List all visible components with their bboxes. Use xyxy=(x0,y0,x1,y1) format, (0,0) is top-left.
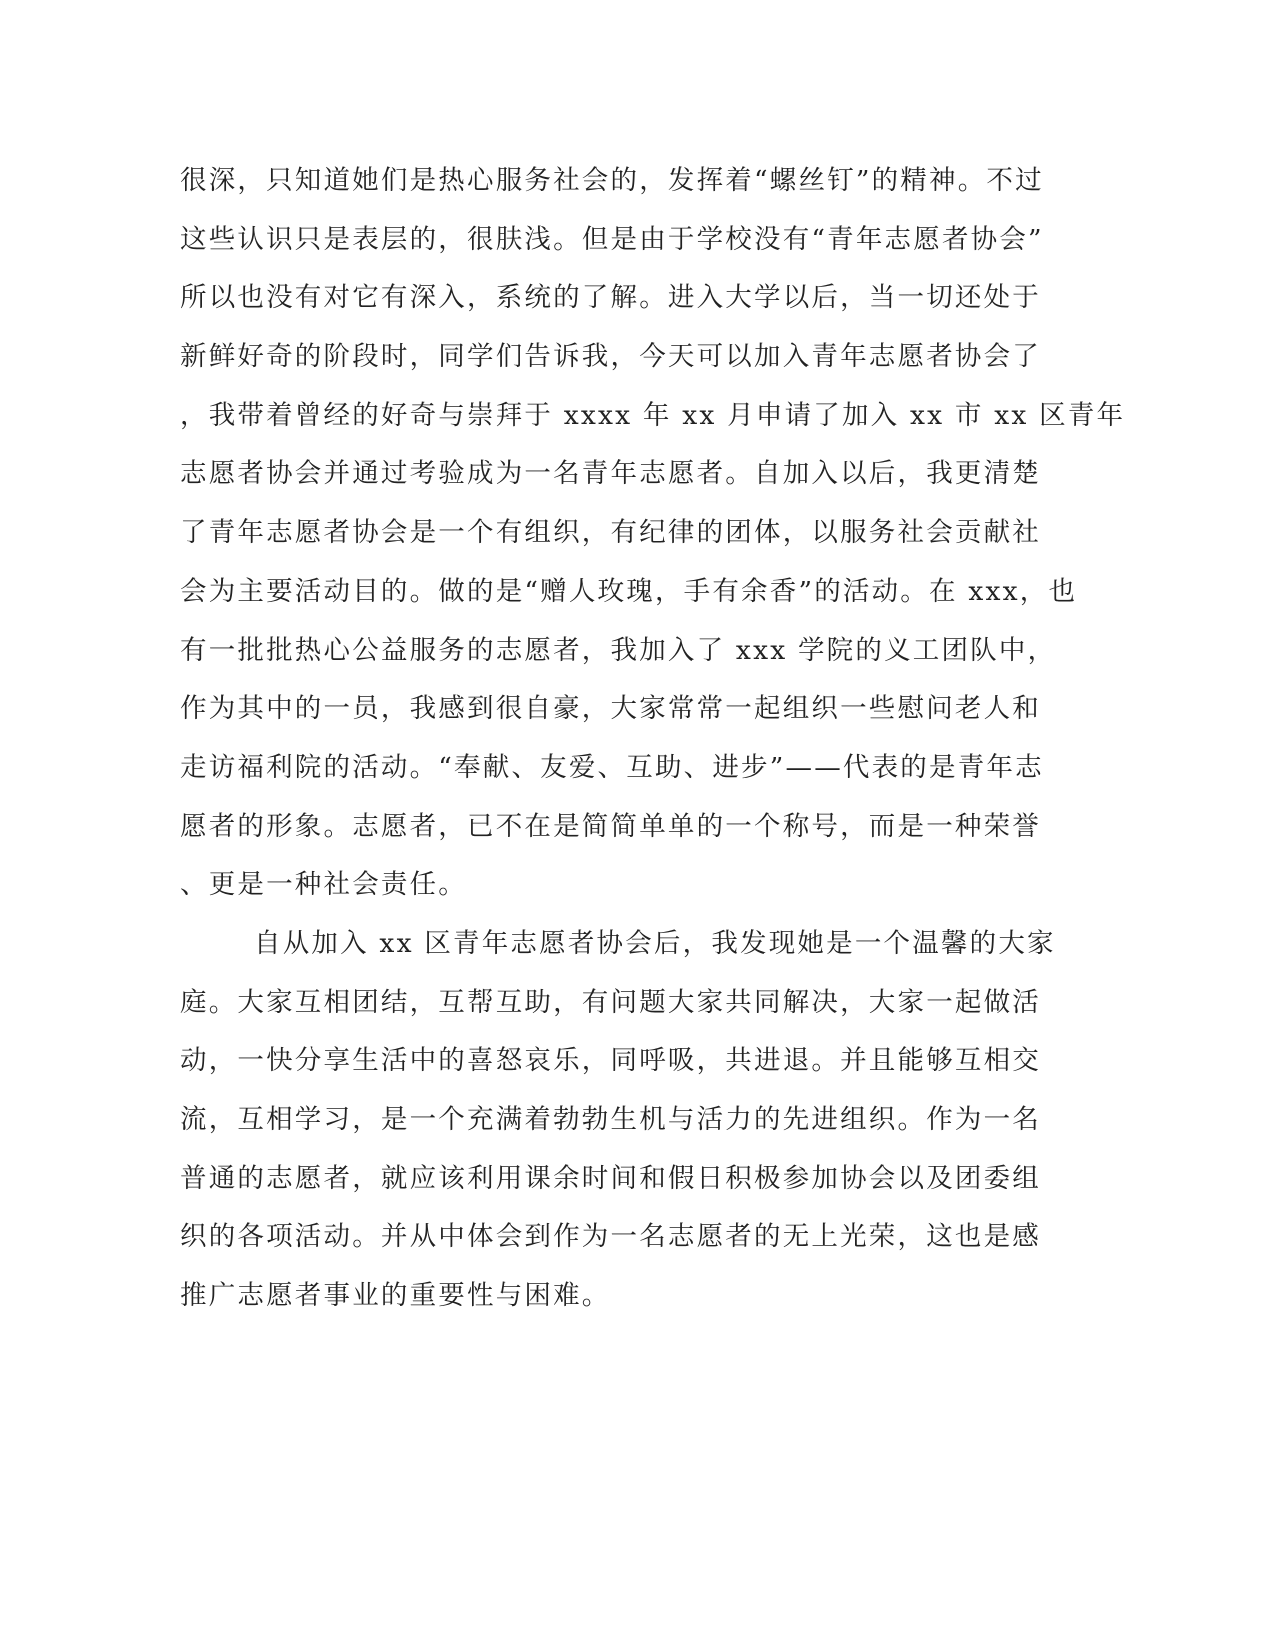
text-line: 有一批批热心公益服务的志愿者，我加入了 xxx 学院的义工团队中， xyxy=(180,634,1057,666)
text-line: 庭。大家互相团结，互帮互助，有问题大家共同解决，大家一起做活 xyxy=(180,986,1041,1018)
text-line: 流，互相学习，是一个充满着勃勃生机与活力的先进组织。作为一名 xyxy=(180,1104,1041,1135)
text-line: 走访福利院的活动。“奉献、友爱、互助、进步”——代表的是青年志 xyxy=(180,751,1044,783)
text-line: 作为其中的一员，我感到很自豪，大家常常一起组织一些慰问老人和 xyxy=(180,693,1041,725)
text-line: 、更是一种社会责任。 xyxy=(180,869,467,901)
text-line: 很深，只知道她们是热心服务社会的，发挥着“螺丝钉”的精神。不过 xyxy=(180,165,1044,196)
text-line: 所以也没有对它有深入，系统的了解。进入大学以后，当一切还处于 xyxy=(180,282,1041,314)
text-line: 推广志愿者事业的重要性与困难。 xyxy=(180,1280,611,1312)
text-line: 会为主要活动目的。做的是“赠人玫瑰，手有余香”的活动。在 xxx，也 xyxy=(180,575,1078,607)
text-line: ，我带着曾经的好奇与崇拜于 xxxx 年 xx 月申请了加入 xx 市 xx 区青年 xyxy=(180,399,1126,431)
text-line: 了青年志愿者协会是一个有组织，有纪律的团体，以服务社会贡献社 xyxy=(180,517,1041,549)
paragraph-2 xyxy=(180,921,1080,1332)
text-line: 新鲜好奇的阶段时，同学们告诉我，今天可以加入青年志愿者协会了 xyxy=(180,341,1041,373)
text-line: 织的各项活动。并从中体会到作为一名志愿者的无上光荣，这也是感 xyxy=(180,1221,1041,1253)
text-line: 自从加入 xx 区青年志愿者协会后，我发现她是一个温馨的大家 xyxy=(254,927,1056,959)
text-line: 志愿者协会并通过考验成为一名青年志愿者。自加入以后，我更清楚 xyxy=(180,458,1041,490)
text-line: 愿者的形象。志愿者，已不在是简简单单的一个称号，而是一种荣誉 xyxy=(180,810,1041,842)
document-body xyxy=(180,158,1126,1332)
paragraph-1 xyxy=(180,158,1126,921)
text-line: 动，一快分享生活中的喜怒哀乐，同呼吸，共进退。并且能够互相交 xyxy=(180,1045,1041,1077)
text-line: 普通的志愿者，就应该利用课余时间和假日积极参加协会以及团委组 xyxy=(180,1162,1041,1194)
text-line: 这些认识只是表层的，很肤浅。但是由于学校没有“青年志愿者协会” xyxy=(180,223,1044,255)
